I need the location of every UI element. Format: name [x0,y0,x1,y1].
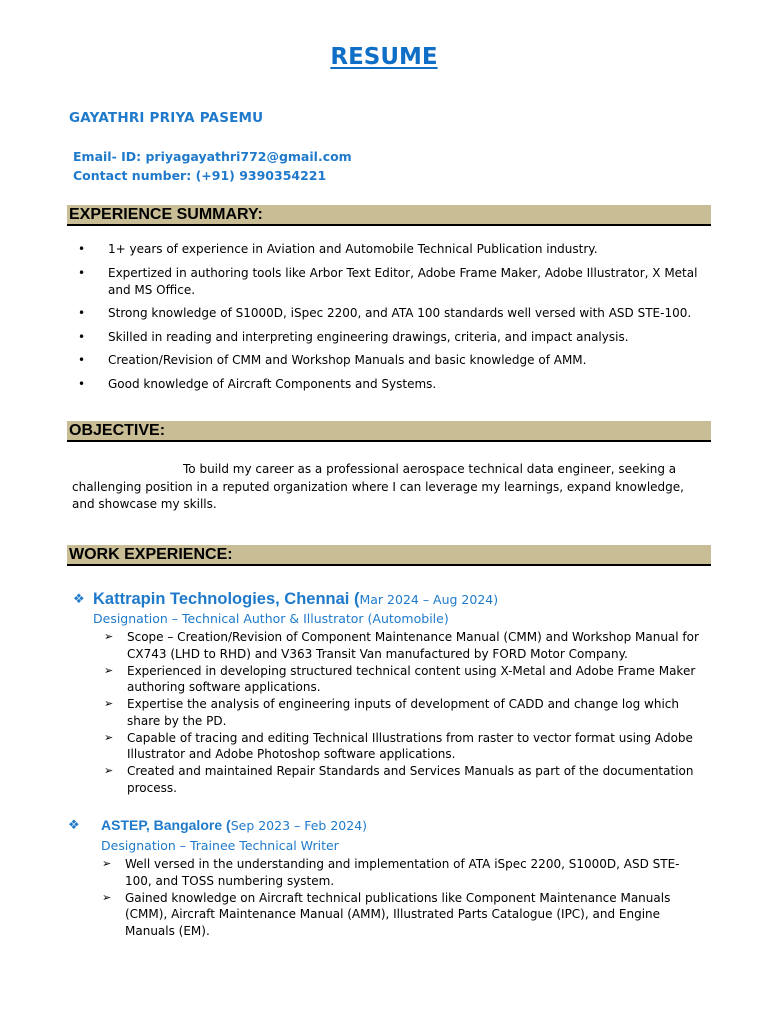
arrow-bullet-icon: ➢ [104,663,114,677]
list-item: ➢ Gained knowledge on Aircraft technical publications like Component Maintenance Manuals (CMM), Aircraft Maintenance Manual (AMM), Illustrated Parts Catalogue (IPC), and Engine Manuals (EM). [102,890,671,938]
company-name: Kattrapin Technologies, Chennai (Mar 2024 – Aug 2024) [93,590,499,608]
bullet-icon: • [78,329,86,344]
list-item: ➢ Expertise the analysis of engineering inputs of development of CADD and change log which share by the PD. [104,697,679,728]
list-item: ➢ Scope – Creation/Revision of Component Maintenance Manual (CMM) and Workshop Manual for CX743 (LHD to RHD) and V363 Transit Van manufactured by FORD Motor Company. [104,630,699,661]
bullet-icon: • [78,306,86,320]
arrow-bullet-icon: ➢ [104,730,114,744]
list-item: ➢ Created and maintained Repair Standards and Services Manuals as part of the documentation process. [104,764,694,795]
section-header-experience-summary: EXPERIENCE SUMMARY: [67,205,711,226]
section-header-work-experience: WORK EXPERIENCE: [67,545,711,566]
diamond-bullet-icon: ❖ [68,817,80,832]
bullet-icon: • [78,242,86,256]
company-name: ASTEP, Bangalore (Sep 2023 – Feb 2024) [101,817,368,833]
arrow-bullet-icon: ➢ [102,857,112,870]
experience-summary-list [75,241,705,399]
job-duties-list [104,629,704,797]
arrow-bullet-icon: ➢ [102,890,112,904]
list-item: • Skilled in reading and interpreting engineering drawings, criteria, and impact analysis. [78,329,629,344]
bullet-icon: • [78,265,86,280]
arrow-bullet-icon: ➢ [104,697,114,710]
arrow-bullet-icon: ➢ [104,630,114,643]
list-item: ➢ Capable of tracing and editing Technical Illustrations from raster to vector format using Adobe Illustrator and Adobe Photoshop software applications. [104,730,693,761]
list-item: • Expertized in authoring tools like Arbor Text Editor, Adobe Frame Maker, Adobe Illustrator, X Metal and MS Office. [78,265,698,297]
list-item: • Good knowledge of Aircraft Components and Systems. [78,376,437,391]
diamond-bullet-icon: ❖ [73,591,85,606]
list-item: • Strong knowledge of S1000D, iSpec 2200, and ATA 100 standards well versed with ASD STE-100. [78,306,692,320]
phone-line: Contact number: (+91) 9390354221 [73,168,327,183]
job-dates: Sep 2023 – Feb 2024) [230,818,368,833]
candidate-name: GAYATHRI PRIYA PASEMU [69,110,264,126]
section-header-objective: OBJECTIVE: [67,421,711,442]
bullet-icon: • [78,376,86,391]
arrow-bullet-icon: ➢ [104,764,114,777]
list-item: ➢ Well versed in the understanding and implementation of ATA iSpec 2200, S1000D, ASD STE-100, and TOSS numbering system. [102,857,680,888]
bullet-icon: • [78,353,86,367]
list-item: • Creation/Revision of CMM and Workshop Manuals and basic knowledge of AMM. [78,353,587,367]
job-designation: Designation – Trainee Technical Writer [101,838,339,853]
job-duties-list [102,856,704,940]
list-item: ➢ Experienced in developing structured technical content using X-Metal and Adobe Frame Maker authoring software applications. [104,663,696,694]
email-line: Email- ID: priyagayathri772@gmail.com [73,149,352,164]
list-item: • 1+ years of experience in Aviation and Automobile Technical Publication industry. [78,242,598,256]
objective-text: To build my career as a professional aerospace technical data engineer, seeking a challenging position in a reputed organization where I can leverage my learnings, expand knowledge, and showcase my skills. [72,462,684,511]
job-dates: Mar 2024 – Aug 2024) [359,592,499,607]
job-designation: Designation – Technical Author & Illustrator (Automobile) [93,611,449,626]
resume-title: RESUME [330,44,438,70]
